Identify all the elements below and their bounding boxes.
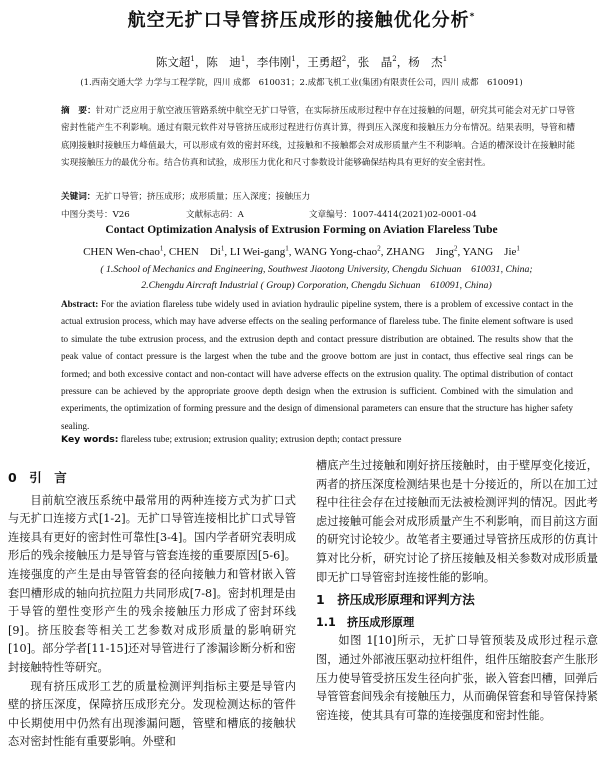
- keywords-en: [61, 434, 573, 445]
- authors-en: CHEN Wen-chao$^1$, CHEN Di$^1$, LI Wei-gang$^1$, WANG Yong-chao$^2$, ZHANG Jing$^2$, YANG Jie$^1$: [83, 244, 520, 258]
- section-0-heading: 0 引 言: [8, 470, 67, 485]
- author-affiliation-mark: 1: [159, 244, 164, 253]
- abstract-cn-label: 摘 要：: [61, 106, 96, 116]
- author-affiliation-mark: 1: [240, 55, 246, 64]
- author-affiliation-mark: 2: [341, 55, 347, 64]
- abstract-cn: [61, 103, 575, 172]
- author-name: CHEN Di: [168, 246, 221, 258]
- author-affiliation-mark: 1: [220, 244, 225, 253]
- author-affiliation-mark: 1: [516, 244, 520, 253]
- right-paragraph-1: 槽底产生过接触和刚好挤压接触时，由于壁厚变化接近，两者的挤压深度检测结果也是十分接近的，所以在加工过程中往往会存在过接触而无法被检测评判的情况。因此考虑过接触可能会对成形质量产生不利影响，而目前这方面的研究讨论较少。故笔者主要通过导管挤压成形的仿真计算对比分析，研究讨论了挤压接触及相关参数对成形质量即无扩口导管密封连接性能的影响。: [316, 459, 598, 584]
- author-name: 陈文超: [155, 55, 191, 69]
- right-paragraph-2: 如图 1[10]所示，无扩口导管预装及成形过程示意图，通过外部液压驱动拉杆组件，组件压缩胶套产生胀形压力使导管受挤压发生径向扩张，嵌入管套凹槽，回弹后导管管套间残余有接触压力，从而确保管套和导管保持紧密连接，使其具有可靠的连接强度和密封性能。: [316, 634, 598, 722]
- clc-number: 中图分类号：V26: [61, 210, 130, 220]
- article-number: 文章编号：1007-4414(2021)02-0001-04: [309, 210, 477, 220]
- author-name: CHEN Wen-chao: [83, 246, 160, 258]
- section-0-paragraph-1: 目前航空液压系统中最常用的两种连接方式为扩口式与无扩口连接方式[1-2]。无扩口导管连接相比扩口式导管连接具有更好的密封性可靠性[3-4]。国内学者研究表明成形后的残余接触压力是导管与管套连接的重要原因[5-6]。连接强度的产生是由导管管套的径向接触力和管材嵌入管套凹槽形成的轴向抗拉阻力共同形成[7-8]。密封机理是由于导管的塑性变形产生的残余接触压力形成了密封环线[9]。挤压胶套等相关工艺参数对成形质量的影响研究[10]。部分学者[11-15]还对导管进行了渗漏诊断分析和密封接触特性等研究。: [8, 493, 296, 674]
- section-0-paragraph-2: 现有挤压成形工艺的质量检测评判指标主要是导管内壁的挤压深度，保障挤压成形充分。发现检测达标的管件中长期使用中仍然有出现渗漏问题，管壁和槽底的接触状态对密封性能有重要影响。外壁和: [8, 679, 296, 749]
- author-name: WANG Yong-chao: [294, 246, 378, 258]
- abstract-en-text: For the aviation flareless tube widely used in aviation hydraulic pipeline system, there is a problem of excessive contact in the actual extrusion process, which may have adverse effects on the sealing performance of flareless tube. The finite element software is used to simulate the tube extrusion process, and the extrusion depth and contact pressure distribution are obtained. The results show that the peak value of contact pressure is the largest when the tube and the groove bottom are just in contact, thus effective seal rings can be formed; and both excessive contact and non-contact will have adverse effects on the extrusion quality. The optimal distribution of contact pressure can be achieved by the appropriate groove depth design when the extrusion is sufficient. Combined with the simulation and experiments, the optimization of forming pressure and the design of dimensional parameters can ensure that the structure has higher safety sealing.: [61, 299, 573, 431]
- author-name: YANG Jie: [462, 246, 517, 258]
- paper-title: [0, 6, 603, 32]
- author-name: 陈 迪: [206, 55, 241, 69]
- abstract-cn-text: 针对广泛应用于航空液压管路系统中航空无扩口导管，在实际挤压成形过程中存在过接触的问题，研究其可能会对无扩口导管密封性能产生不利影响。通过有限元软件对导管挤压成形过程进行仿真计算，得到压入深度和接触压力分布情况。结果表明，导管和槽底刚接触时接触压力峰值最大，可以形成有效的密封环线，过接触和不接触都会对成形质量产生不利影响。合适的槽深设计在接触时能实现接触压力的最优分布。结合仿真和试验，成形压力优化和尺寸参数设计能够确保结构具有更好的安全密封性。: [61, 106, 575, 168]
- author-name: ZHANG Jing: [386, 246, 455, 258]
- keywords-cn: [61, 190, 575, 202]
- affiliation-en-line-2: 2.Chengdu Aircraft Industrial ( Group) Corporation, Chengdu Sichuan 610091, China): [141, 280, 492, 291]
- author-name: 杨 杰: [408, 55, 443, 69]
- keywords-cn-text: 无扩口导管；挤压成形；成形质量；压入深度；接触压力: [95, 192, 311, 202]
- article-meta: [61, 208, 575, 220]
- author-name: 王勇超: [307, 55, 342, 69]
- abstract-en-label: Abstract:: [61, 299, 99, 309]
- title-footnote-mark: *: [469, 12, 476, 22]
- author-affiliation-mark: 2: [454, 244, 458, 253]
- author-affiliation-mark: 2: [392, 55, 397, 64]
- author-name: 李伟刚: [256, 55, 292, 69]
- affiliation-cn: (1.西南交通大学 力学与工程学院，四川 成都 610031；2.成都飞机工业(集团)有限责任公司，四川 成都 610091): [80, 78, 523, 88]
- left-column: [8, 467, 296, 752]
- section-1-1-heading: 1.1 挤压成形原理: [316, 615, 415, 629]
- author-affiliation-mark: 2: [377, 244, 381, 253]
- author-affiliation-mark: 1: [285, 244, 289, 253]
- title-en: Contact Optimization Analysis of Extrusion Forming on Aviation Flareless Tube: [105, 224, 498, 236]
- keywords-cn-label: 关键词：: [61, 192, 96, 202]
- right-column: [316, 457, 598, 725]
- affiliation-en: [60, 262, 573, 294]
- affiliation-en-line-1: ( 1.School of Mechanics and Engineering, Southwest Jiaotong University, Chengdu Sichuan 610031, China;: [100, 264, 533, 275]
- abstract-en: [61, 296, 573, 435]
- author-affiliation-mark: 1: [291, 55, 296, 64]
- author-name: 张 晶: [357, 55, 393, 69]
- keywords-en-label: Key words:: [61, 434, 119, 445]
- title-text: 航空无扩口导管挤压成形的接触优化分析: [127, 10, 470, 31]
- author-affiliation-mark: 1: [190, 55, 195, 64]
- keywords-en-text: flareless tube; extrusion; extrusion quality; extrusion depth; contact pressure: [120, 434, 402, 444]
- author-name: LI Wei-gang: [229, 246, 286, 258]
- authors-cn: 陈文超$^1$，陈 迪$^1$，李伟刚$^1$，王勇超$^2$，张 晶$^2$，杨 杰$^1$: [155, 55, 448, 69]
- author-affiliation-mark: 1: [442, 55, 448, 64]
- section-1-heading: 1 挤压成形原理和评判方法: [316, 592, 475, 608]
- document-code: 文献标志码：A: [186, 210, 244, 220]
